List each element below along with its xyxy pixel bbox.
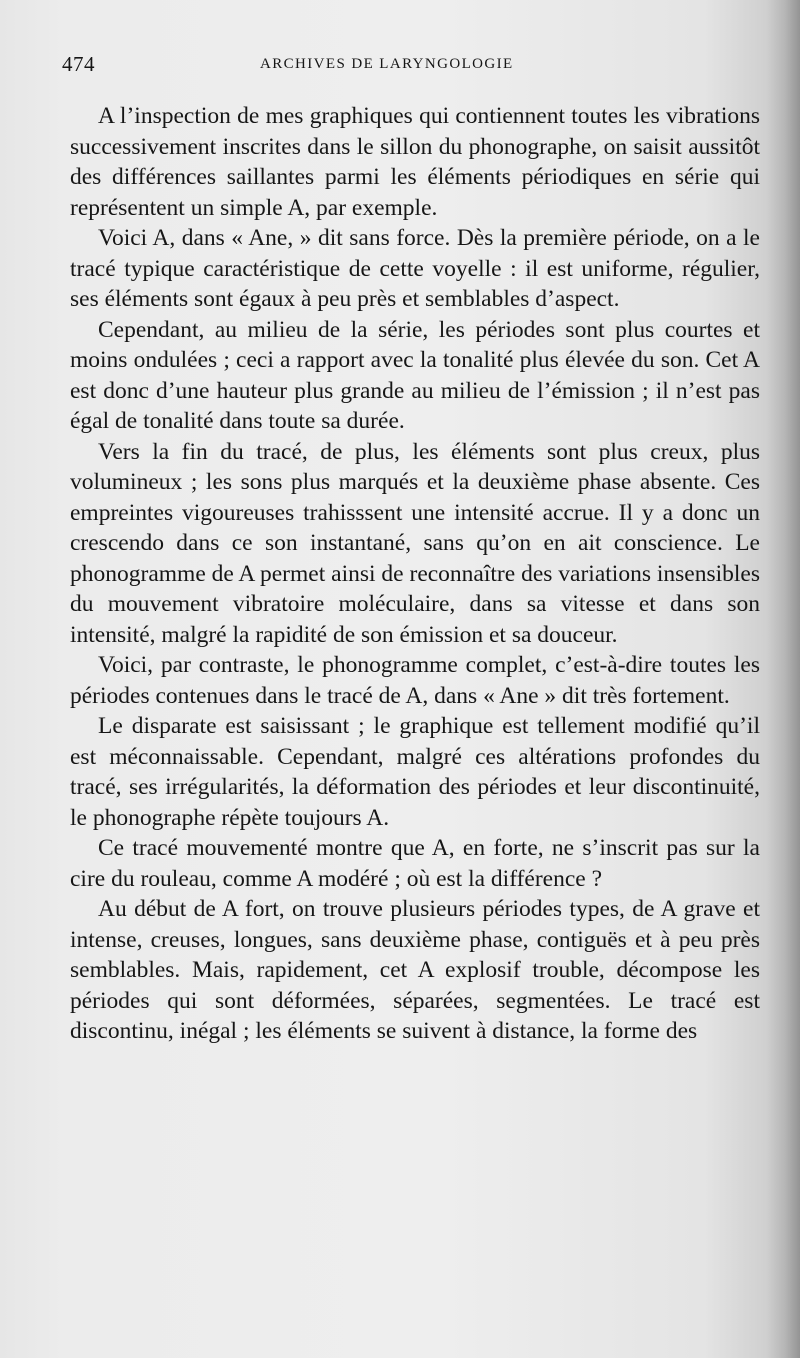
paragraph: Le disparate est saisissant ; le graphique est tellement modifié qu’il est méconnaissable. Cependant, malgré ces altérations profondes du tracé, ses irrégularités, la déformation des périodes et leur discontinuité, le phonographe répète toujours A. (70, 713, 760, 831)
paragraph: Voici A, dans « Ane, » dit sans force. Dès la première période, on a le tracé typique caractéristique de cette voyelle : il est uniforme, régulier, ses éléments sont égaux à peu près et semblables d’aspect. (70, 225, 760, 312)
body-text (70, 101, 760, 1047)
paragraph: Vers la fin du tracé, de plus, les éléments sont plus creux, plus volumineux ; les sons plus marqués et la deuxième phase absente. Ces empreintes vigoureuses trahisssent une intensité accrue. Il y a donc un crescendo dans ce son instantané, sans qu’on en ait conscience. Le phonogramme de A permet ainsi de reconnaître des variations insensibles du mouvement vibratoire moléculaire, dans sa vitesse et dans son intensité, malgré la rapidité de son émission et sa douceur. (70, 438, 760, 648)
paragraph: Ce tracé mouvementé montre que A, en forte, ne s’inscrit pas sur la cire du rouleau, comme A modéré ; où est la différence ? (70, 835, 760, 892)
page-number: 474 (62, 52, 95, 76)
running-title: ARCHIVES DE LARYNGOLOGIE (260, 56, 514, 72)
page-gutter-shadow (766, 0, 800, 1358)
paragraph: Au début de A fort, on trouve plusieurs périodes types, de A grave et intense, creuses, longues, sans deuxième phase, contiguës et à peu près semblables. Mais, rapidement, cet A explosif trouble, décompose les périodes qui sont déformées, séparées, segmentées. Le tracé est discontinu, inégal ; les éléments se suivent à distance, la forme des (70, 896, 760, 1044)
paragraph: Cependant, au milieu de la série, les périodes sont plus courtes et moins ondulées ; ceci a rapport avec la tonalité plus élevée du son. Cet A est donc d’une hauteur plus grande au milieu de l’émission ; il n’est pas égal de tonalité dans toute sa durée. (70, 316, 760, 434)
paragraph: A l’inspection de mes graphiques qui contiennent toutes les vibrations successivement inscrites dans le sillon du phonographe, on saisit aussitôt des différences saillantes parmi les éléments périodiques en série qui représentent un simple A, par exemple. (70, 103, 760, 221)
paragraph: Voici, par contraste, le phonogramme complet, c’est-à-dire toutes les périodes contenues dans le tracé de A, dans « Ane » dit très fortement. (70, 652, 760, 709)
page-header (62, 48, 752, 88)
